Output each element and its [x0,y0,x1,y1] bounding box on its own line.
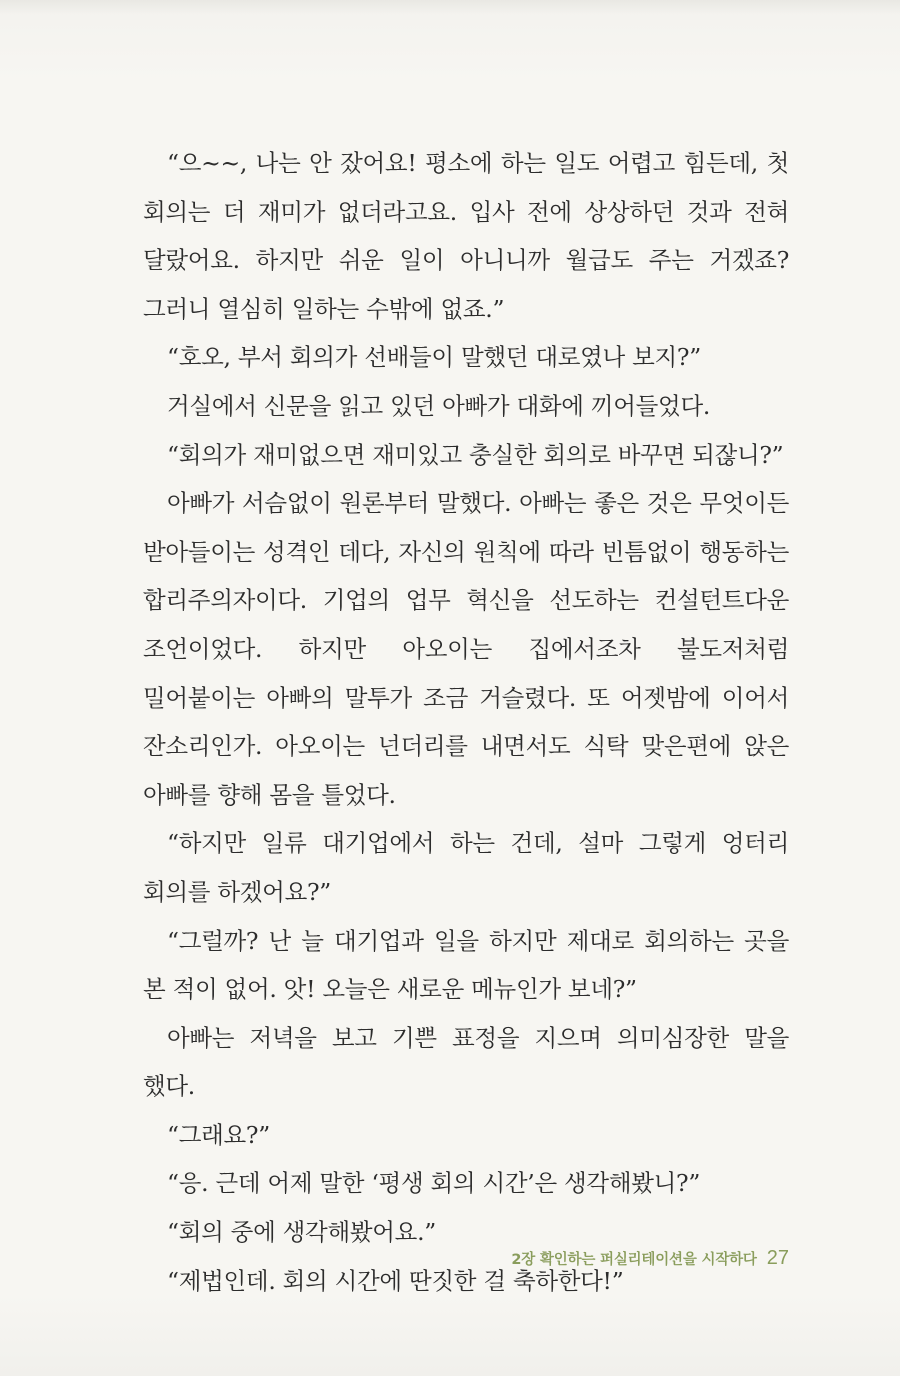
running-chapter-title: 2장 확인하는 퍼실리테이션을 시작하다 [511,1252,757,1268]
paragraph-8: 아빠는 저녁을 보고 기쁜 표정을 지으며 의미심장한 말을 했다. [143,1023,789,1101]
paragraph-3: 거실에서 신문을 읽고 있던 아빠가 대화에 끼어들었다. [167,391,711,420]
paragraph-1: “으~~, 나는 안 잤어요! 평소에 하는 일도 어렵고 힘든데, 첫 회의는 더 재미가 없더라고요. 입사 전에 상상하던 것과 전혀 달랐어요. 하지만 쉬운 일이 아니니까 월급도 주는 거겠죠? 그러니 열심히 일하는 수밖에 없죠.” [143,149,789,323]
page-number: 27 [766,1247,789,1269]
paragraph-12: “제법인데. 회의 시간에 딴짓한 걸 축하한다!” [167,1266,624,1295]
paragraph-11: “회의 중에 생각해봤어요.” [167,1218,436,1247]
page-top-edge [0,0,900,14]
body-text [143,139,789,1305]
paragraph-5: 아빠가 서슴없이 원론부터 말했다. 아빠는 좋은 것은 무엇이든 받아들이는 성격인 데다, 자신의 원칙에 따라 빈틈없이 행동하는 합리주의자이다. 기업의 업무 혁신을 선도하는 컨설턴트다운 조언이었다. 하지만 아오이는 집에서조차 불도저처럼 밀어붙이는 아빠의 말투가 조금 거슬렸다. 또 어젯밤에 이어서 잔소리인가. 아오이는 넌더리를 내면서도 식탁 맞은편에 앉은 아빠를 향해 몸을 틀었다. [143,489,789,809]
paragraph-2: “호오, 부서 회의가 선배들이 말했던 대로였나 보지?” [167,343,701,372]
paragraph-10: “응. 근데 어제 말한 ‘평생 회의 시간’은 생각해봤니?” [167,1169,701,1198]
paragraph-7: “그럴까? 난 늘 대기업과 일을 하지만 제대로 회의하는 곳을 본 적이 없어. 앗! 오늘은 새로운 메뉴인가 보네?” [143,926,789,1004]
paragraph-4: “회의가 재미없으면 재미있고 충실한 회의로 바꾸면 되잖니?” [167,440,784,469]
paragraph-9: “그래요?” [167,1120,270,1149]
page-footer [511,1247,789,1270]
paragraph-6: “하지만 일류 대기업에서 하는 건데, 설마 그렇게 엉터리 회의를 하겠어요?” [143,829,789,906]
